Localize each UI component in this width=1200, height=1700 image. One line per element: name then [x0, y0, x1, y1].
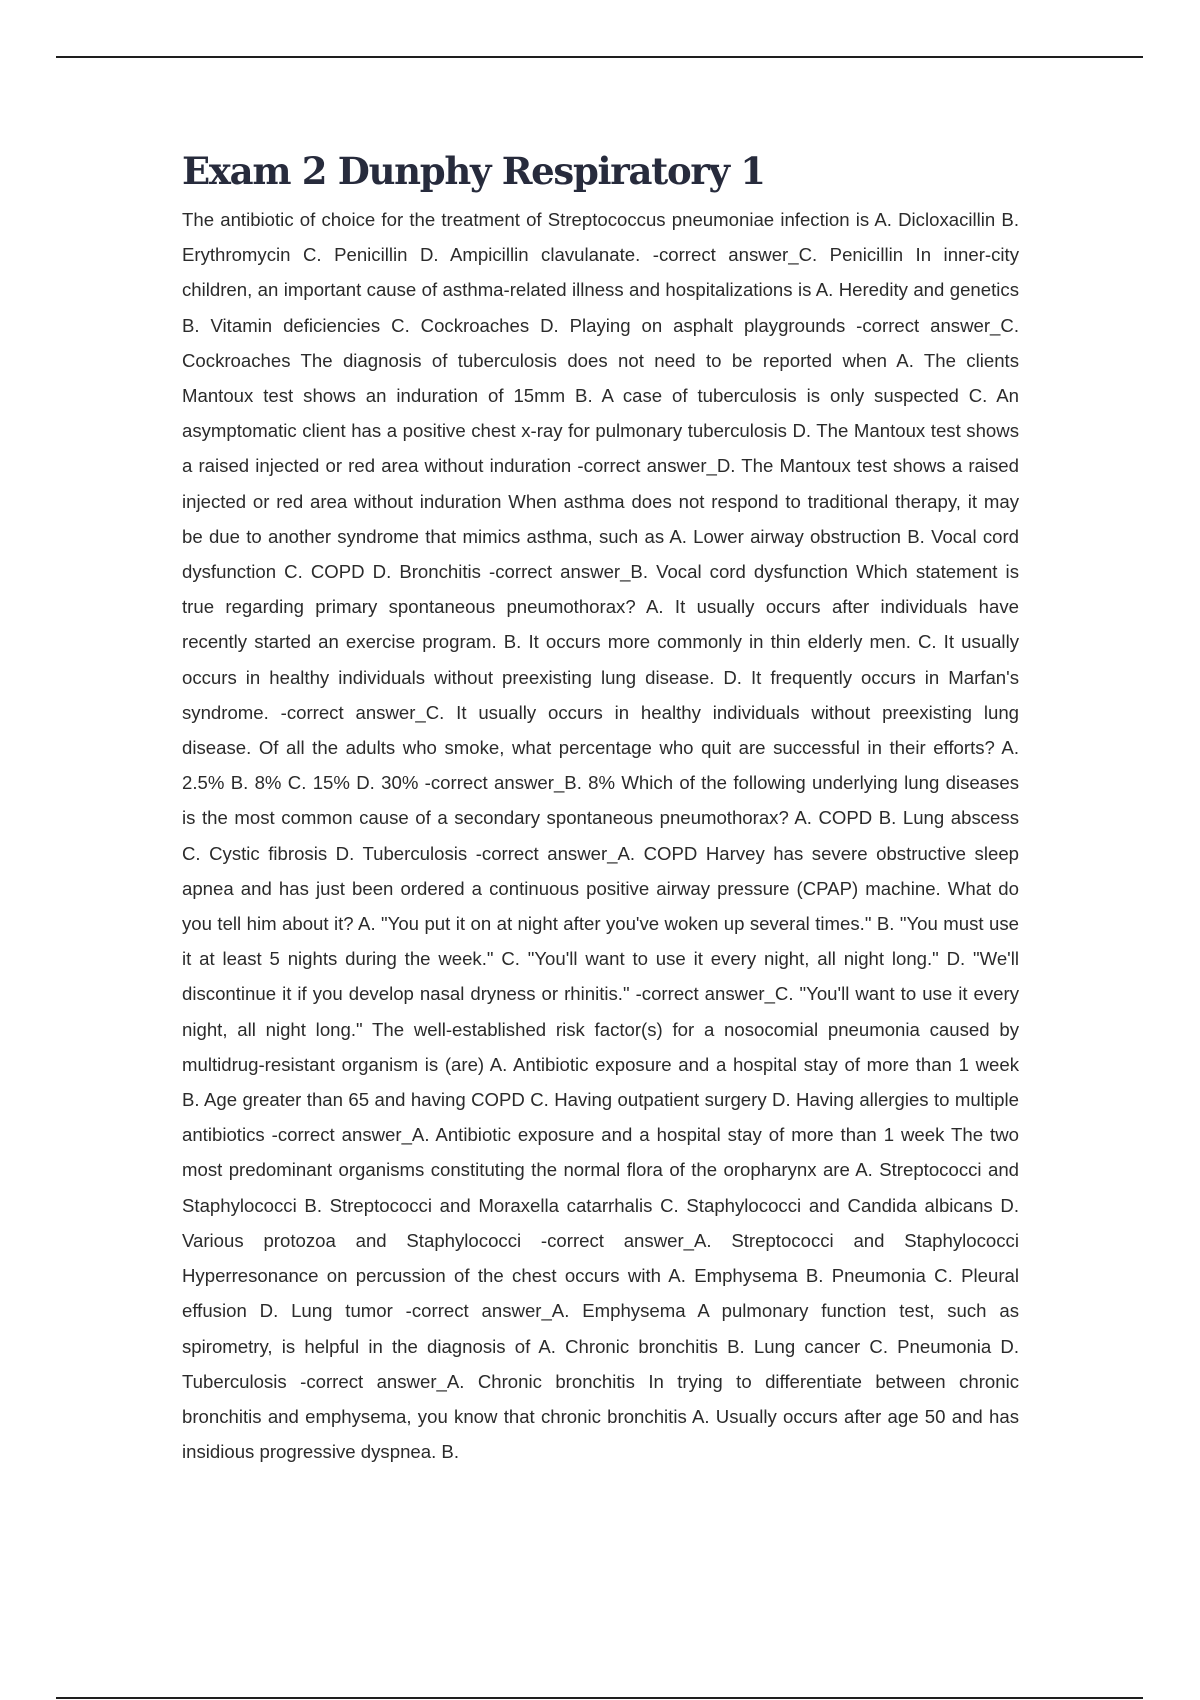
document-title: Exam 2 Dunphy Respiratory 1: [182, 149, 765, 193]
document-content: [182, 146, 1019, 1469]
top-horizontal-rule: [56, 56, 1143, 58]
bottom-horizontal-rule: [56, 1697, 1143, 1699]
document-body-text: The antibiotic of choice for the treatment of Streptococcus pneumoniae infection is A. Dicloxacillin B. Erythromycin C. Penicillin D. Ampicillin clavulanate. -correct answer_C. Penicillin In inner-city children, an important cause of asthma-related illness and hospitalizations is A. Heredity and genetics B. Vitamin deficiencies C. Cockroaches D. Playing on asphalt playgrounds -correct answer_C. Cockroaches The diagnosis of tuberculosis does not need to be reported when A. The clients Mantoux test shows an induration of 15mm B. A case of tuberculosis is only suspected C. An asymptomatic client has a positive chest x-ray for pulmonary tuberculosis D. The Mantoux test shows a raised injected or red area without induration -correct answer_D. The Mantoux test shows a raised injected or red area without induration When asthma does not respond to traditional therapy, it may be due to another syndrome that mimics asthma, such as A. Lower airway obstruction B. Vocal cord dysfunction C. COPD D. Bronchitis -correct answer_B. Vocal cord dysfunction Which statement is true regarding primary spontaneous pneumothorax? A. It usually occurs after individuals have recently started an exercise program. B. It occurs more commonly in thin elderly men. C. It usually occurs in healthy individuals without preexisting lung disease. D. It frequently occurs in Marfan's syndrome. -correct answer_C. It usually occurs in healthy individuals without preexisting lung disease. Of all the adults who smoke, what percentage who quit are successful in their efforts? A. 2.5% B. 8% C. 15% D. 30% -correct answer_B. 8% Which of the following underlying lung diseases is the most common cause of a secondary spontaneous pneumothorax? A. COPD B. Lung abscess C. Cystic fibrosis D. Tuberculosis -correct answer_A. COPD Harvey has severe obstructive sleep apnea and has just been ordered a continuous positive airway pressure (CPAP) machine. What do you tell him about it? A. "You put it on at night after you've woken up several times." B. "You must use it at least 5 nights during the week." C. "You'll want to use it every night, all night long." D. "We'll discontinue it if you develop nasal dryness or rhinitis." -correct answer_C. "You'll want to use it every night, all night long." The well-established risk factor(s) for a nosocomial pneumonia caused by multidrug-resistant organism is (are) A. Antibiotic exposure and a hospital stay of more than 1 week B. Age greater than 65 and having COPD C. Having outpatient surgery D. Having allergies to multiple antibiotics -correct answer_A. Antibiotic exposure and a hospital stay of more than 1 week The two most predominant organisms constituting the normal flora of the oropharynx are A. Streptococci and Staphylococci B. Streptococci and Moraxella catarrhalis C. Staphylococci and Candida albicans D. Various protozoa and Staphylococci -correct answer_A. Streptococci and Staphylococci Hyperresonance on percussion of the chest occurs with A. Emphysema B. Pneumonia C. Pleural effusion D. Lung tumor -correct answer_A. Emphysema A pulmonary function test, such as spirometry, is helpful in the diagnosis of A. Chronic bronchitis B. Lung cancer C. Pneumonia D. Tuberculosis -correct answer_A. Chronic bronchitis In trying to differentiate between chronic bronchitis and emphysema, you know that chronic bronchitis A. Usually occurs after age 50 and has insidious progressive dyspnea. B.: [182, 209, 1019, 1463]
